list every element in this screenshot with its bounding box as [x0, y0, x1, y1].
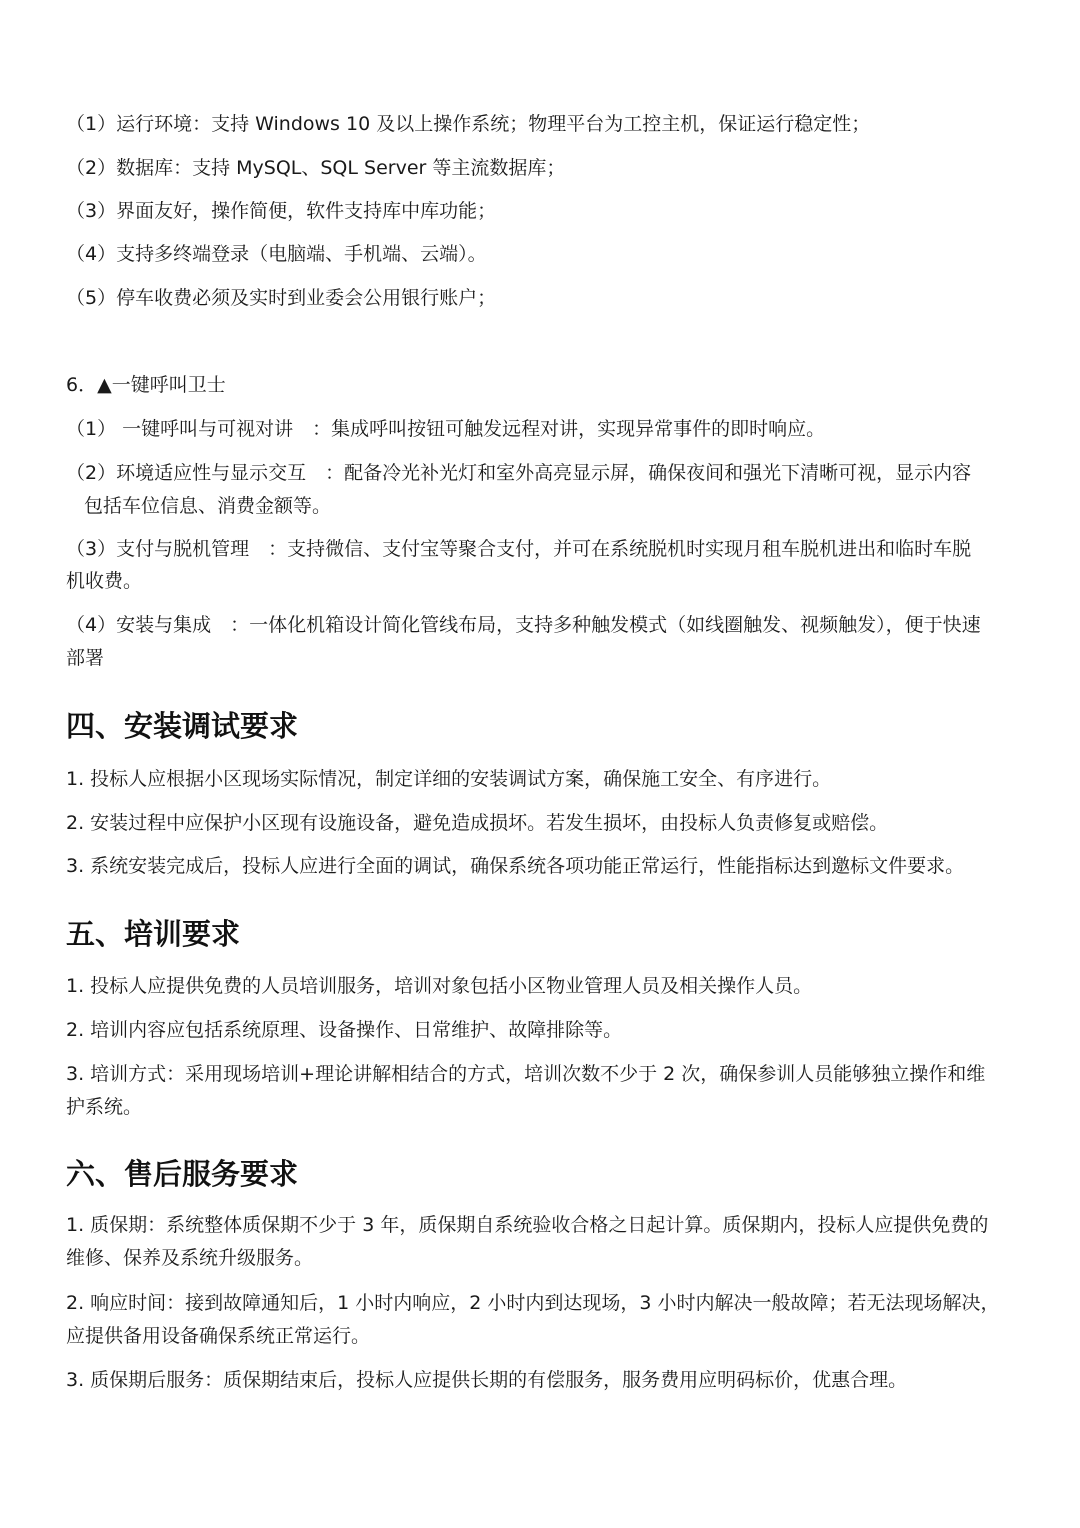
guard-item-2-line-2: 包括车位信息、消费金额等。: [84, 495, 332, 517]
section-5-paragraph-3-line-1: 3. 培训方式：采用现场培训+理论讲解相结合的方式，培训次数不少于 2 次，确保参训人员能够独立操作和维: [66, 1063, 986, 1085]
system-req-item-5: （5）停车收费必须及实时到业委会公用银行账户；: [66, 287, 497, 309]
guard-item-2-line-1: （2）环境适应性与显示交互 ：配备冷光补光灯和室外高亮显示屏，确保夜间和强光下清晰可视，显示内容: [66, 462, 972, 484]
section-5-heading: 五、培训要求: [66, 917, 241, 951]
guard-item-4-line-1: （4）安装与集成 ：一体化机箱设计简化管线布局，支持多种触发模式（如线圈触发、视频触发），便于快速: [66, 614, 981, 636]
section-6-paragraph-3: 3. 质保期后服务：质保期结束后，投标人应提供长期的有偿服务，服务费用应明码标价，优惠合理。: [66, 1369, 908, 1391]
section-6-paragraph-1-line-2: 维修、保养及系统升级服务。: [66, 1247, 314, 1269]
section-5-paragraph-2: 2. 培训内容应包括系统原理、设备操作、日常维护、故障排除等。: [66, 1019, 623, 1041]
guard-item-3-line-1: （3）支付与脱机管理 ：支持微信、支付宝等聚合支付，并可在系统脱机时实现月租车脱机进出和临时车脱: [66, 538, 972, 560]
section-4-paragraph-2: 2. 安装过程中应保护小区现有设施设备，避免造成损坏。若发生损坏，由投标人负责修复或赔偿。: [66, 812, 889, 834]
section-6-paragraph-2-line-1: 2. 响应时间：接到故障通知后，1 小时内响应，2 小时内到达现场，3 小时内解决一般故障；若无法现场解决，: [66, 1292, 1000, 1314]
system-req-item-1: （1）运行环境：支持 Windows 10 及以上操作系统；物理平台为工控主机，保证运行稳定性；: [66, 113, 871, 135]
guard-item-1: （1） 一键呼叫与可视对讲 ：集成呼叫按钮可触发远程对讲，实现异常事件的即时响应。: [66, 418, 826, 440]
guard-item-4-line-2: 部署: [66, 647, 105, 669]
section-6-paragraph-1-line-1: 1. 质保期：系统整体质保期不少于 3 年，质保期自系统验收合格之日起计算。质保期内，投标人应提供免费的: [66, 1214, 989, 1236]
system-req-item-3: （3）界面友好，操作简便，软件支持库中库功能；: [66, 200, 497, 222]
system-req-item-4: （4）支持多终端登录（电脑端、手机端、云端）。: [66, 243, 487, 265]
section-6-paragraph-2-line-2: 应提供备用设备确保系统正常运行。: [66, 1325, 371, 1347]
section-4-paragraph-1: 1. 投标人应根据小区现场实际情况，制定详细的安装调试方案，确保施工安全、有序进行。: [66, 768, 832, 790]
section-4-heading: 四、安装调试要求: [66, 709, 299, 743]
system-req-item-2: （2）数据库：支持 MySQL、SQL Server 等主流数据库；: [66, 157, 566, 179]
section-4-paragraph-3: 3. 系统安装完成后，投标人应进行全面的调试，确保系统各项功能正常运行，性能指标达到邀标文件要求。: [66, 855, 965, 877]
guard-item-3-line-2: 机收费。: [66, 570, 143, 592]
section-5-paragraph-3-line-2: 护系统。: [66, 1096, 143, 1118]
section-6-heading: 六、售后服务要求: [66, 1157, 299, 1191]
section-5-paragraph-1: 1. 投标人应提供免费的人员培训服务，培训对象包括小区物业管理人员及相关操作人员。: [66, 975, 813, 997]
guard-title: 6．▲一键呼叫卫士: [66, 374, 226, 396]
